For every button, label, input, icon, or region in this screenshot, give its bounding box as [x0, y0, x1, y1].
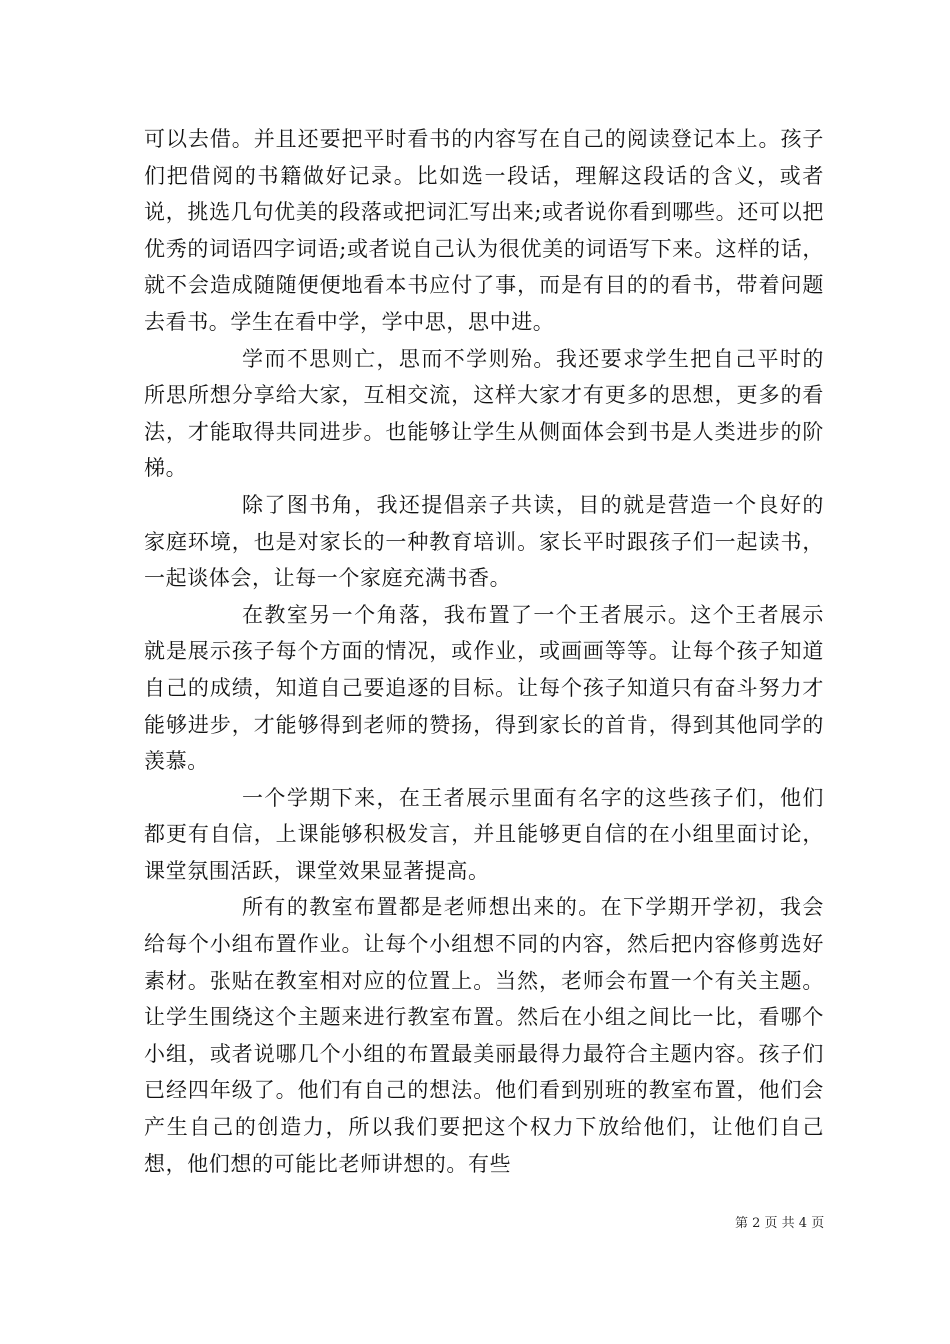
paragraph-4: 在教室另一个角落，我布置了一个王者展示。这个王者展示就是展示孩子每个方面的情况，或作业，或画画等等。让每个孩子知道自己的成绩，知道自己要追逐的目标。让每个孩子知道只有奋斗努力才能够进步，才能够得到老师的赞扬，得到家长的首肯，得到其他同学的羡慕。 [144, 602, 824, 774]
paragraph-1: 可以去借。并且还要把平时看书的内容写在自己的阅读登记本上。孩子们把借阅的书籍做好记录。比如选一段话，理解这段话的含义，或者说，挑选几句优美的段落或把词汇写出来;或者说你看到哪些。还可以把优秀的词语四字词语;或者说自己认为很优美的词语写下来。这样的话，就不会造成随随便便地看本书应付了事，而是有目的的看书，带着问题去看书。学生在看中学，学中思，思中进。 [144, 127, 824, 334]
paragraph-3: 除了图书角，我还提倡亲子共读，目的就是营造一个良好的家庭环境，也是对家长的一种教育培训。家长平时跟孩子们一起读书，一起谈体会，让每一个家庭充满书香。 [144, 492, 824, 591]
paragraph-5: 一个学期下来，在王者展示里面有名字的这些孩子们，他们都更有自信，上课能够积极发言，并且能够更自信的在小组里面讨论，课堂氛围活跃，课堂效果显著提高。 [144, 785, 824, 883]
paragraph-2: 学而不思则亡，思而不学则殆。我还要求学生把自己平时的所思所想分享给大家，互相交流，这样大家才有更多的思想，更多的看法，才能取得共同进步。也能够让学生从侧面体会到书是人类进步的阶梯。 [144, 346, 824, 481]
paragraph-6: 所有的教室布置都是老师想出来的。在下学期开学初，我会给每个小组布置作业。让每个小组想不同的内容，然后把内容修剪选好素材。张贴在教室相对应的位置上。当然，老师会布置一个有关主题。让学生围绕这个主题来进行教室布置。然后在小组之间比一比，看哪个小组，或者说哪几个小组的布置最美丽最得力最符合主题内容。孩子们已经四年级了。他们有自己的想法。他们看到别班的教室布置，他们会产生自己的创造力，所以我们要把这个权力下放给他们，让他们自己想，他们想的可能比老师讲想的。有些 [144, 895, 824, 1176]
document-body [144, 121, 824, 1182]
page-number-footer: 第 2 页 共 4 页 [735, 1216, 825, 1231]
